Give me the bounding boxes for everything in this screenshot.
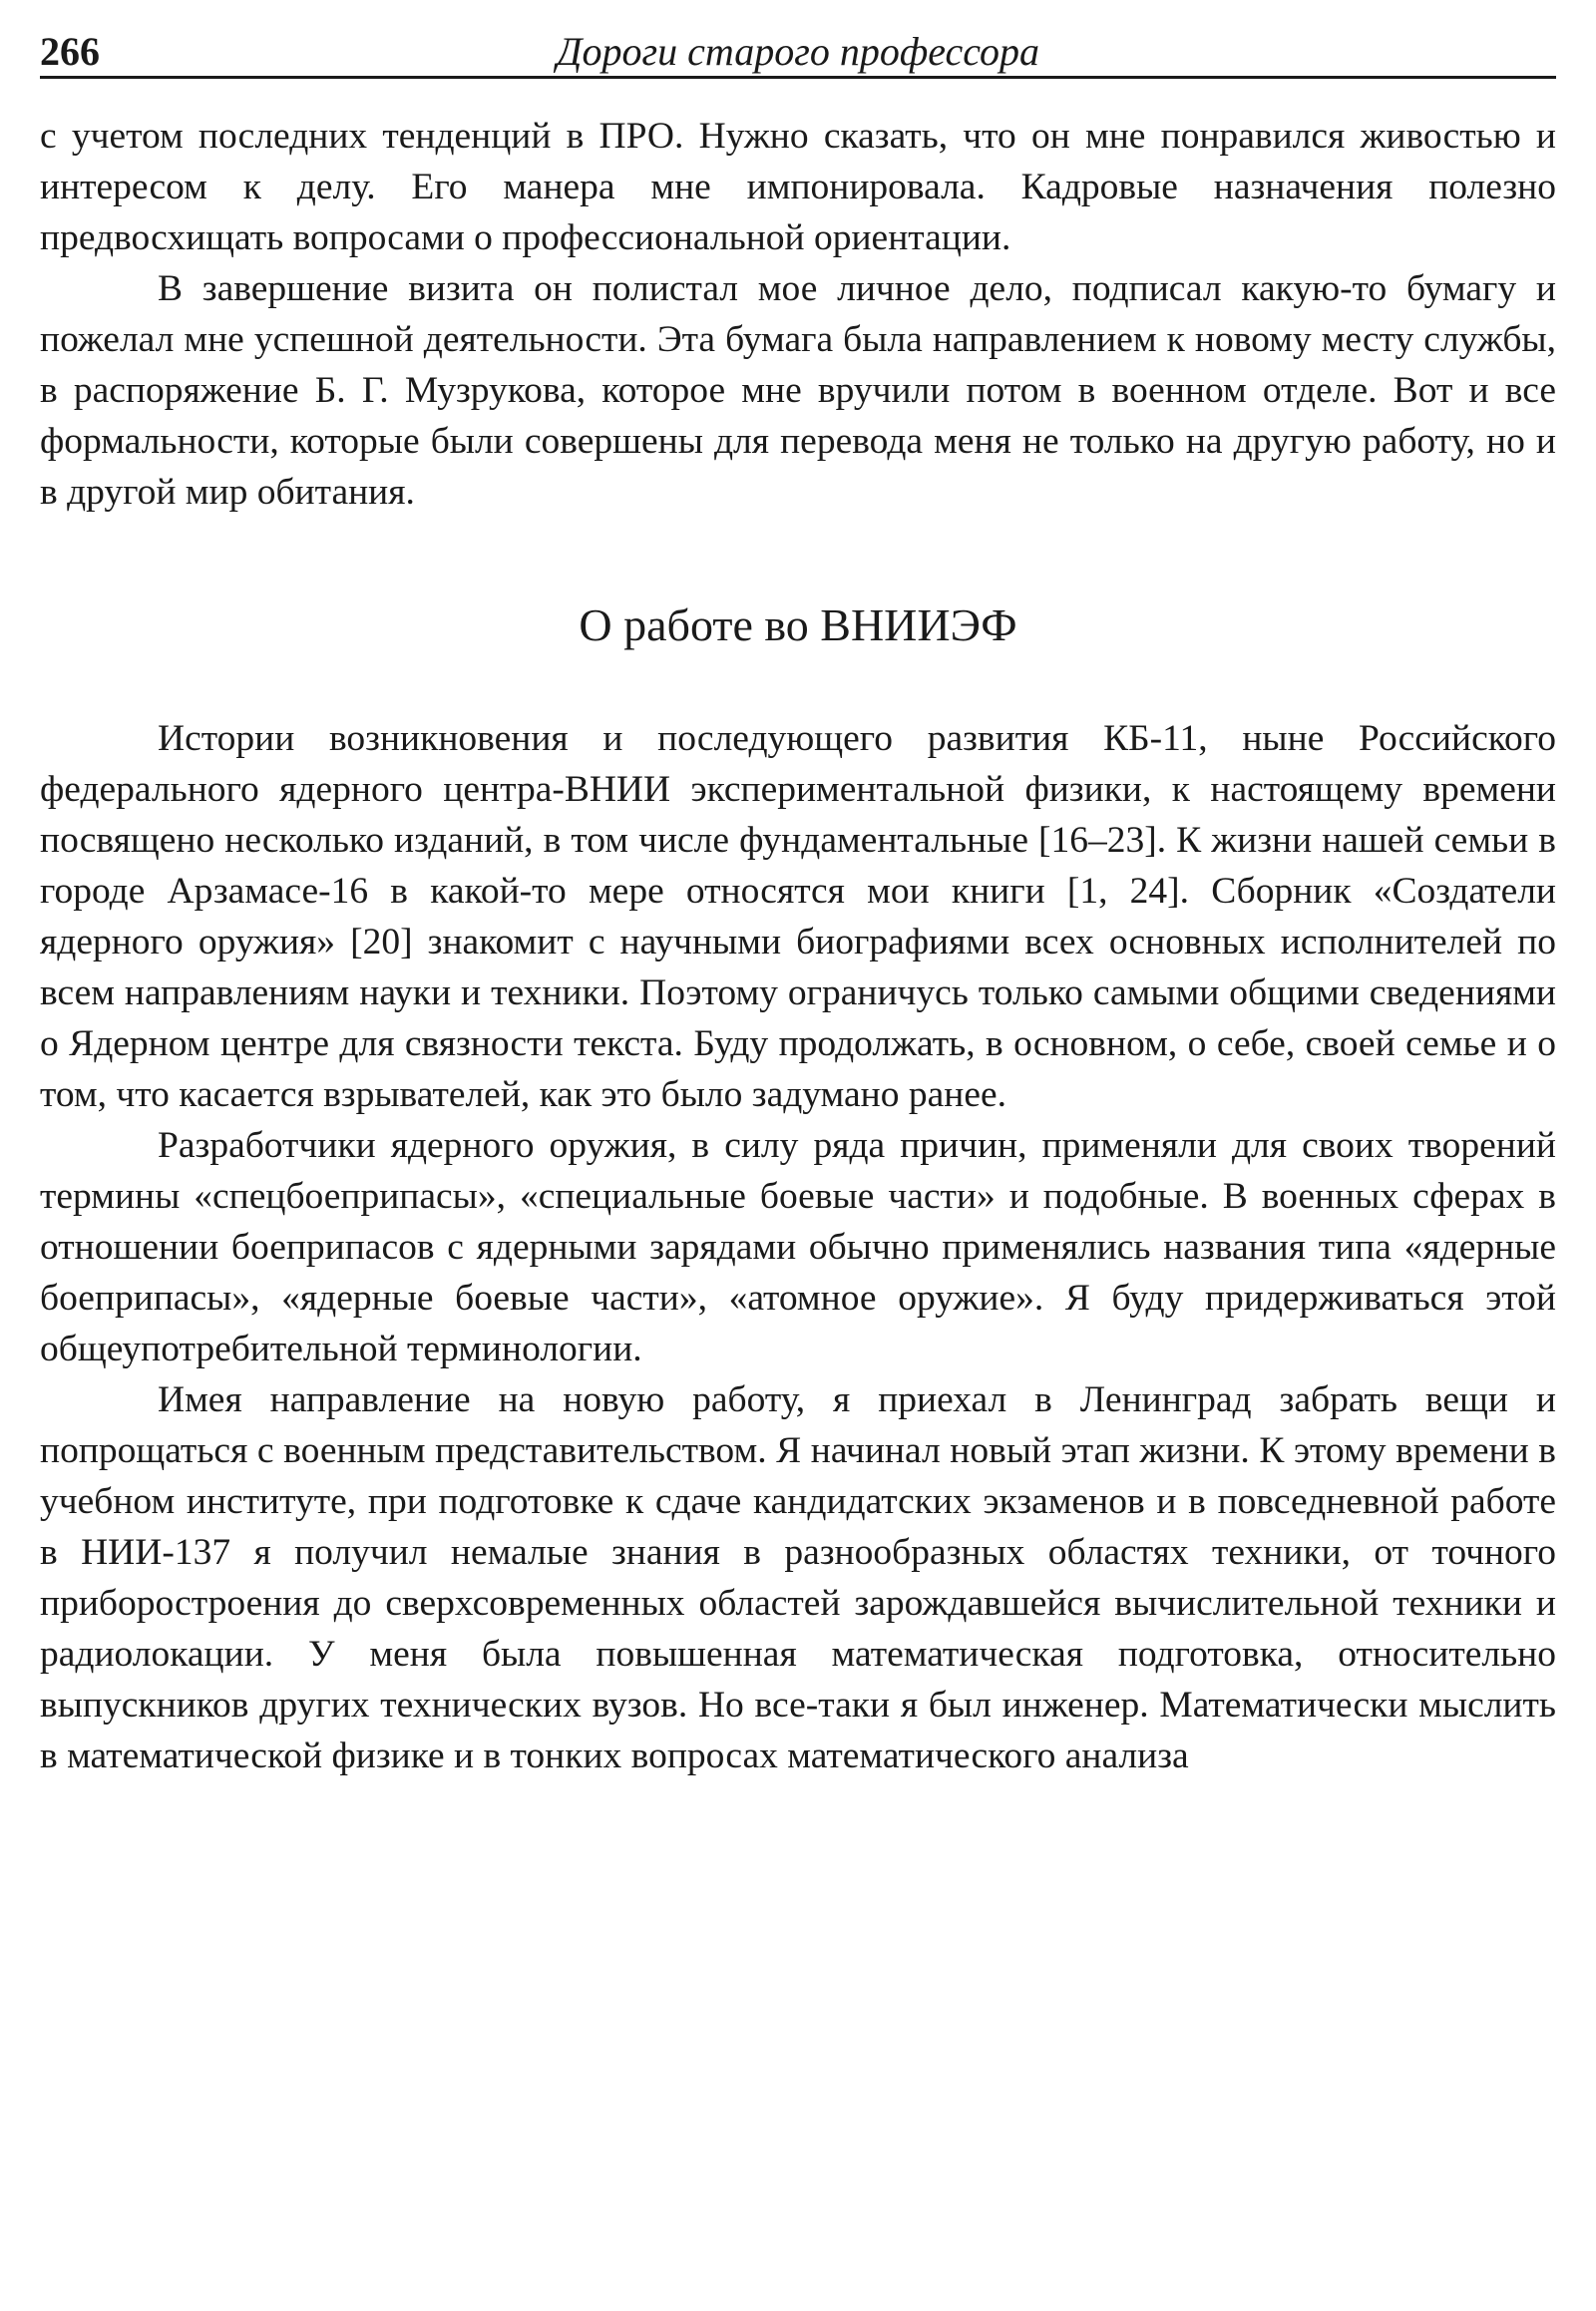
paragraph: Разработчики ядерного оружия, в силу ряда причин, применяли для своих творений термины «спецбоеприпасы», «специальные боевые части» и подобные. В военных сферах в отношении боеприпасов с ядерными зарядами обычно применялись названия типа «ядерные боеприпасы», «ядерные боевые части», «атомное оружие». Я буду придерживаться этой общеупотребительной терминологии.: [40, 1125, 1556, 1369]
section-body: [40, 713, 1556, 1781]
paragraph: Истории возникновения и последующего развития КБ-11, ныне Российского федерального ядерного центра-ВНИИ экспериментальной физики, к настоящему времени посвящено несколько изданий, в том числе фундаментальные [16–23]. К жизни нашей семьи в городе Арзамасе-16 в какой-то мере относятся мои книги [1, 24]. Сборник «Создатели ядерного оружия» [20] знакомит с научными биографиями всех основных исполнителей по всем направлениям науки и техники. Поэтому ограничусь только самыми общими сведениями о Ядерном центре для связности текста. Буду продолжать, в основном, о себе, своей семье и о том, что касается взрывателей, как это было задумано ранее.: [40, 718, 1556, 1115]
text-block-before-section: [40, 111, 1556, 518]
section-heading: О работе во ВНИИЭФ: [579, 599, 1017, 650]
paragraph: В завершение визита он полистал мое личное дело, подписал какую-то бумагу и пожелал мне успешной деятельности. Эта бумага была направлением к новому месту службы, в распоряжение Б. Г. Музрукова, которое мне вручили потом в военном отделе. Вот и все формальности, которые были совершены для перевода меня не только на другую работу, но и в другой мир обитания.: [40, 268, 1556, 513]
paragraph: Имея направление на новую работу, я приехал в Ленинград забрать вещи и попрощаться с военным представительством. Я начинал новый этап жизни. К этому времени в учебном институте, при подготовке к сдаче кандидатских экзаменов и в повседневной работе в НИИ-137 я получил немалые знания в разнообразных областях техники, от точного приборостроения до сверхсовременных областей зарождавшейся вычислительной техники и радиолокации. У меня была повышенная математическая подготовка, относительно выпускников других технических вузов. Но все-таки я был инженер. Математически мыслить в математической физике и в тонких вопросах математического анализа: [40, 1379, 1556, 1776]
page-number: 266: [40, 29, 100, 74]
running-title: Дороги старого профессора: [557, 29, 1039, 74]
paragraph: с учетом последних тенденций в ПРО. Нужно сказать, что он мне понравился живостью и интересом к делу. Его манера мне импонировала. Кадровые назначения полезно предвосхищать вопросами о профессиональной ориентации.: [40, 116, 1556, 258]
running-head: [40, 20, 1556, 79]
book-page: [40, 20, 1556, 1781]
